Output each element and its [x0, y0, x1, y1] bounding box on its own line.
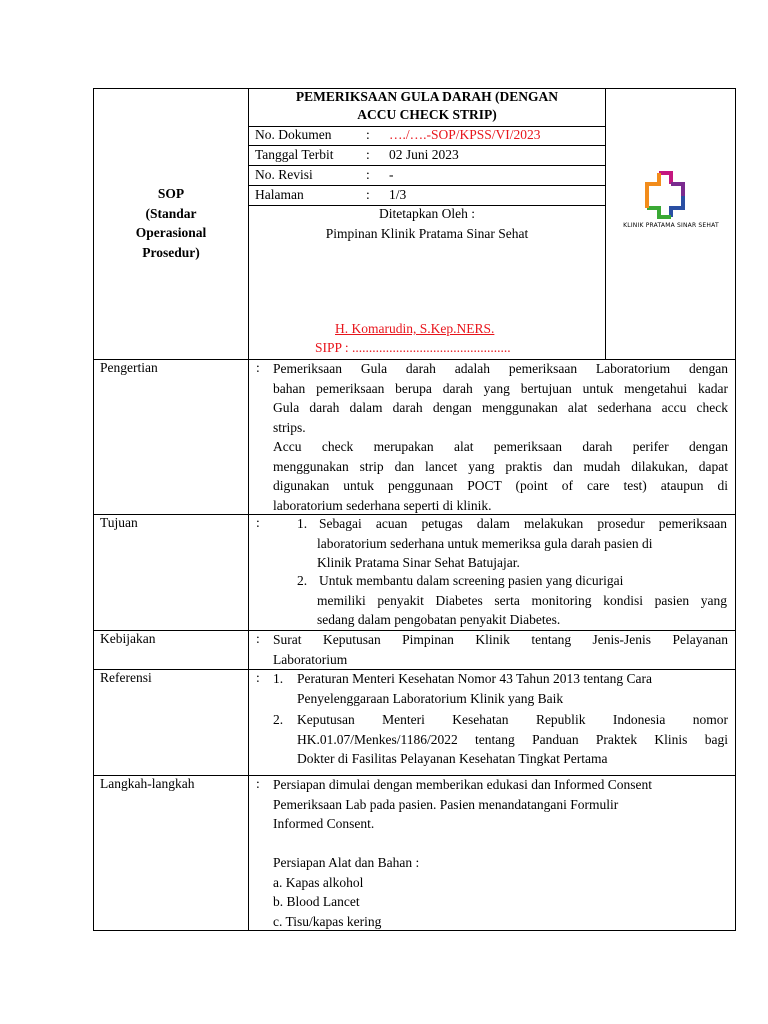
section-label: Langkah-langkah [100, 776, 195, 791]
list-number: 2. [297, 573, 308, 588]
approval-line1: Ditetapkan Oleh : [379, 206, 475, 221]
text-line: Untuk membantu dalam screening pasien yang dicurigai [319, 573, 624, 588]
text-line: digunakan untuk penggunaan POCT (point of care test) ataupun di [273, 478, 728, 493]
section-label: Tujuan [100, 515, 138, 530]
section-sep: : [256, 515, 260, 530]
logo-segment [647, 173, 659, 208]
text-line: Keputusan Menteri Kesehatan Republik Indonesia nomor [297, 712, 728, 727]
text-line: Persiapan dimulai dengan memberikan edukasi dan Informed Consent [273, 777, 653, 792]
text-line: laboratorium sederhana seperti di klinik. [273, 497, 492, 513]
section-body [273, 630, 728, 669]
doc-row-value: - [389, 167, 394, 182]
title-line: PEMERIKSAAN GULA DARAH (DENGAN [295, 89, 559, 104]
signer-name: H. Komarudin, S.Kep.NERS. [335, 321, 495, 336]
list-number: 1. [297, 516, 308, 531]
doc-row-sep: : [366, 127, 370, 142]
text-line: Pemeriksaan Lab pada pasien. Pasien menandatangani Formulir [273, 796, 619, 812]
section-label: Referensi [100, 670, 152, 685]
text-line: Informed Consent. [273, 816, 375, 831]
text-line: Peraturan Menteri Kesehatan Nomor 43 Tahun 2013 tentang Cara [297, 671, 652, 686]
clinic-logo [610, 170, 732, 240]
doc-row-label: Halaman [255, 187, 304, 202]
list-item: a. Kapas alkohol [273, 874, 364, 890]
section-label: Pengertian [100, 360, 158, 375]
section-sep: : [256, 776, 260, 791]
text-line: Surat Keputusan Pimpinan Klinik tentang Jenis-Jenis Pelayanan [273, 632, 728, 647]
text-line: Laboratorium [273, 651, 348, 667]
text-line: Gula darah dalam darah dengan menggunakan alat sederhana accu check [273, 400, 728, 415]
doc-row-label: No. Revisi [255, 167, 313, 182]
text-line: laboratorium sederhana untuk memeriksa gula darah pasien di [317, 535, 653, 551]
text-line: Dokter di Fasilitas Pelayanan Kesehatan Tingkat Pertama [297, 751, 608, 766]
doc-row-label: No. Dokumen [255, 127, 332, 142]
text-line: Penyelenggaraan Laboratorium Klinik yang Baik [297, 690, 564, 706]
text-line: Klinik Pratama Sinar Sehat Batujajar. [317, 555, 520, 570]
list-item [273, 710, 728, 769]
list-item [273, 669, 728, 708]
document-title [249, 88, 605, 124]
sub-heading: Persiapan Alat dan Bahan : [273, 855, 420, 870]
section-label: Kebijakan [100, 631, 156, 646]
doc-row-value: …./….-SOP/KPSS/VI/2023 [389, 127, 541, 142]
text-line: memiliki penyakit Diabetes serta monitoring kondisi pasien yang [317, 592, 727, 608]
logo-text: KLINIK PRATAMA SINAR SEHAT [623, 222, 719, 229]
sop-label [94, 184, 248, 262]
text-line: strips. [273, 419, 306, 435]
sop-line: (Standar [145, 205, 197, 221]
text-line: HK.01.07/Menkes/1186/2022 tentang Panduan Praktek Klinis bagi [297, 731, 728, 747]
text-line: sedang dalam pengobatan penyakit Diabetes. [317, 612, 561, 627]
doc-row-label: Tanggal Terbit [255, 147, 334, 162]
sop-line: Operasional [135, 225, 207, 240]
doc-row-sep: : [366, 147, 370, 162]
doc-row-sep: : [366, 187, 370, 202]
section-sep: : [256, 670, 260, 685]
text-line: Pemeriksaan Gula darah adalah pemeriksaan Laboratorium dengan [273, 361, 728, 376]
list-item [297, 571, 727, 630]
text-line: bahan pemeriksaan berupa darah yang bertujuan untuk mengetahui kadar [273, 380, 728, 396]
list-item [297, 514, 727, 573]
logo-segment [671, 196, 683, 217]
sop-line: Prosedur) [142, 244, 200, 260]
doc-row-value: 1/3 [389, 187, 407, 202]
list-item: b. Blood Lancet [273, 894, 360, 909]
doc-row-sep: : [366, 167, 370, 182]
text-line: menggunakan strip dan lancet yang praktis dan mudah dilakukan, dapat [273, 458, 728, 474]
sop-line: SOP [157, 186, 185, 201]
section-body [273, 359, 728, 515]
list-number: 2. [273, 712, 284, 727]
logo-segment [671, 184, 683, 196]
approval-line2: Pimpinan Klinik Pratama Sinar Sehat [325, 226, 529, 241]
section-sep: : [256, 631, 260, 646]
cross-logo-icon [610, 170, 732, 220]
text-line: Accu check merupakan alat pemeriksaan darah perifer dengan [273, 439, 728, 454]
logo-segment [647, 208, 671, 217]
text-line: Sebagai acuan petugas dalam melakukan prosedur pemeriksaan [319, 516, 727, 531]
title-line: ACCU CHECK STRIP) [357, 107, 497, 122]
doc-row-value: 02 Juni 2023 [389, 147, 459, 162]
sipp-line: SIPP : ............................................... [315, 340, 511, 355]
section-body [273, 775, 728, 931]
section-sep: : [256, 360, 260, 375]
list-number: 1. [273, 671, 284, 686]
list-item: c. Tisu/kapas kering [273, 913, 382, 929]
